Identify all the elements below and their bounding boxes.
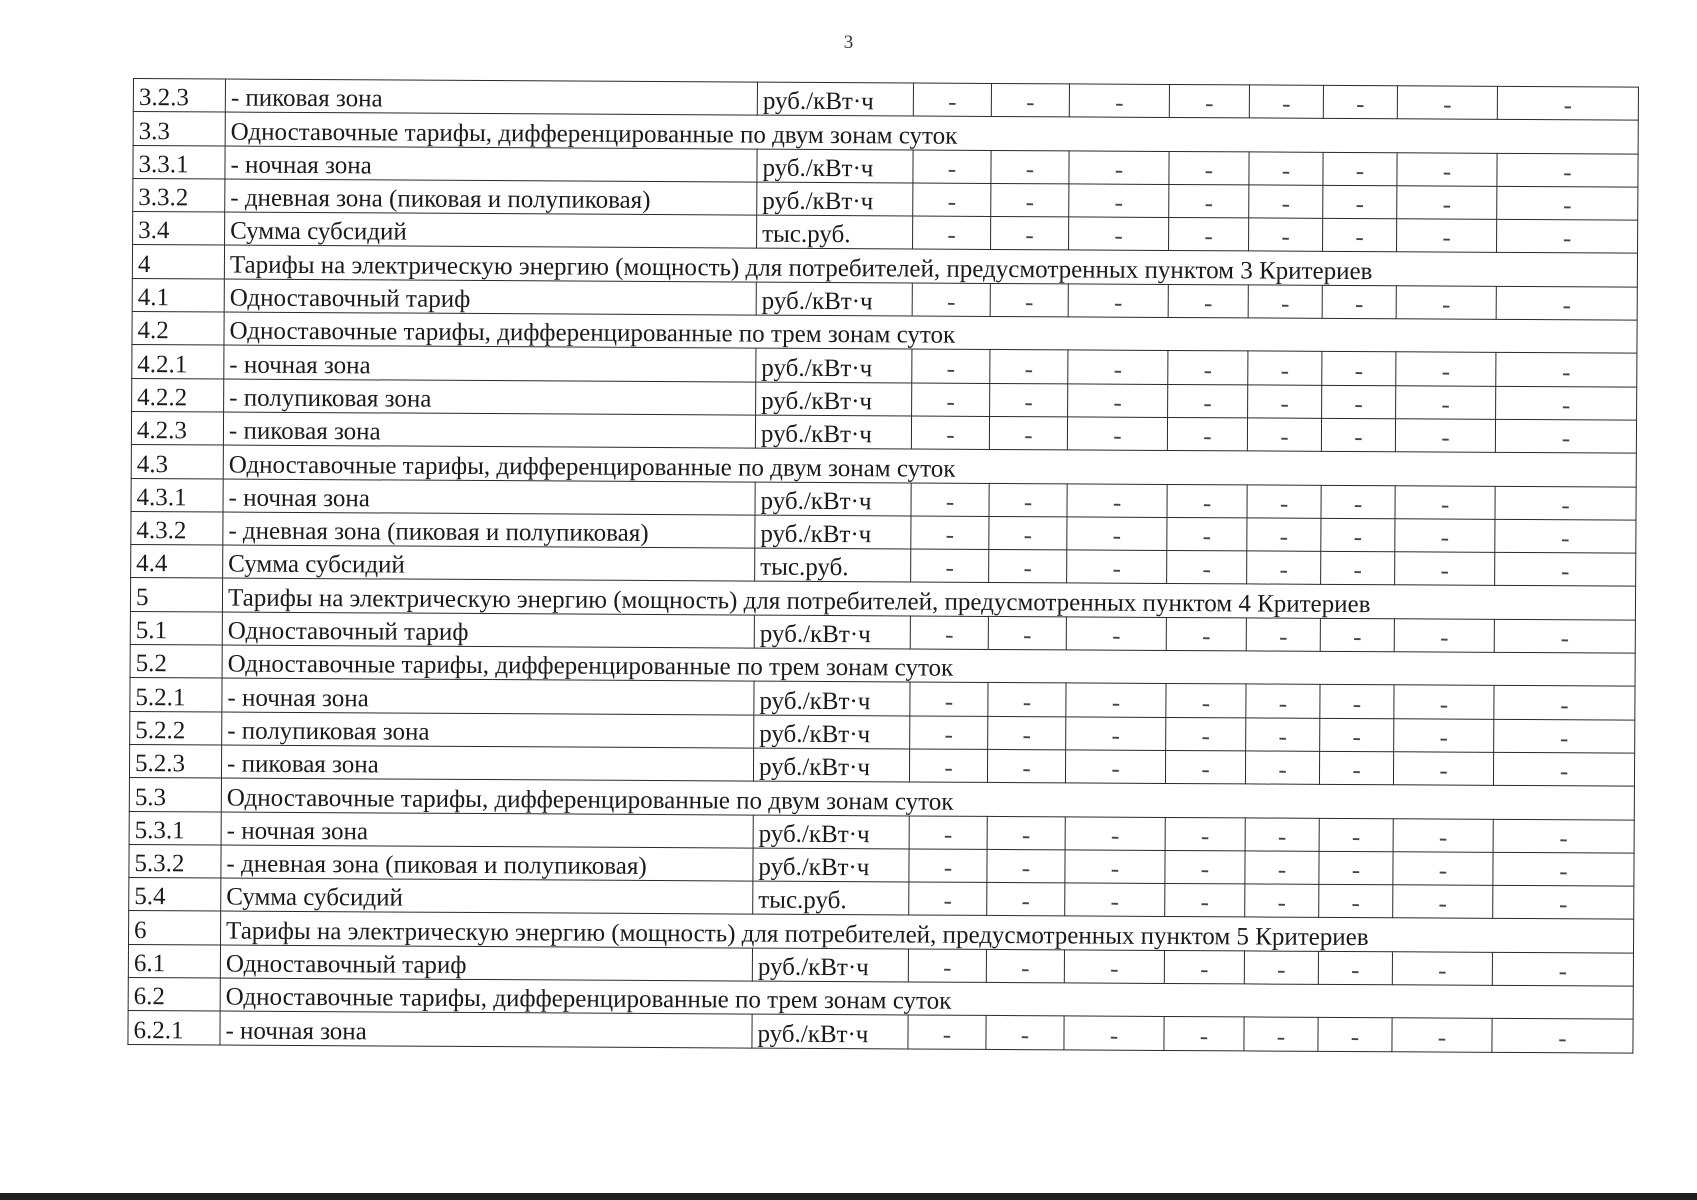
value-cell: - — [1318, 1018, 1392, 1052]
value-cell: - — [1323, 85, 1397, 119]
row-number: 4.3.2 — [131, 511, 223, 545]
row-number: 4.2 — [132, 312, 224, 346]
value-cell: - — [1244, 951, 1318, 985]
value-cell: - — [1066, 617, 1166, 651]
row-unit: руб./кВт·ч — [753, 748, 909, 782]
value-cell: - — [1495, 486, 1636, 520]
value-cell: - — [1319, 751, 1393, 785]
value-cell: - — [1164, 1017, 1244, 1051]
value-cell: - — [1320, 685, 1394, 719]
value-cell: - — [1322, 352, 1396, 386]
value-cell: - — [1321, 552, 1395, 586]
value-cell: - — [1249, 185, 1323, 219]
value-cell: - — [1068, 350, 1168, 384]
value-cell: - — [986, 1016, 1064, 1050]
value-cell: - — [1495, 419, 1636, 453]
value-cell: - — [1168, 384, 1248, 418]
tariff-table-container — [127, 78, 1638, 1053]
value-cell: - — [908, 949, 986, 983]
value-cell: - — [1068, 384, 1168, 418]
value-cell: - — [1394, 718, 1494, 752]
value-cell: - — [988, 683, 1066, 717]
value-cell: - — [1165, 817, 1245, 851]
row-number: 3.3.2 — [133, 178, 225, 212]
value-cell: - — [1246, 618, 1320, 652]
row-number: 5.4 — [129, 878, 221, 912]
value-cell: - — [1319, 851, 1393, 885]
value-cell: - — [1496, 386, 1637, 420]
value-cell: - — [1319, 884, 1393, 918]
value-cell: - — [988, 716, 1066, 750]
row-unit: руб./кВт·ч — [754, 715, 910, 749]
value-cell: - — [1245, 817, 1319, 851]
value-cell: - — [913, 216, 991, 250]
value-cell: - — [1492, 1019, 1633, 1053]
value-cell: - — [1069, 217, 1169, 251]
row-number: 5.2.2 — [130, 711, 222, 745]
value-cell: - — [1496, 353, 1637, 387]
value-cell: - — [1495, 553, 1636, 587]
row-unit: руб./кВт·ч — [756, 282, 912, 316]
value-cell: - — [1397, 86, 1497, 120]
row-name: - ночная зона — [222, 678, 754, 714]
value-cell: - — [1244, 1017, 1318, 1051]
row-unit: руб./кВт·ч — [753, 815, 909, 849]
value-cell: - — [1320, 718, 1394, 752]
value-cell: - — [1247, 418, 1321, 452]
value-cell: - — [1323, 152, 1397, 186]
value-cell: - — [910, 616, 988, 650]
value-cell: - — [989, 416, 1067, 450]
row-number: 3.3 — [133, 112, 225, 146]
row-unit: руб./кВт·ч — [754, 615, 910, 649]
value-cell: - — [1064, 950, 1164, 984]
value-cell: - — [1497, 153, 1638, 187]
value-cell: - — [1067, 517, 1167, 551]
value-cell: - — [1248, 285, 1322, 319]
row-unit: тыс.руб. — [755, 548, 911, 582]
section-title: Одноставочные тарифы, дифференцированные по трем зонам суток — [220, 978, 1633, 1019]
value-cell: - — [1395, 519, 1495, 553]
value-cell: - — [1164, 950, 1244, 984]
value-cell: - — [1167, 417, 1247, 451]
value-cell: - — [1493, 885, 1634, 919]
row-number: 3.4 — [133, 212, 225, 246]
value-cell: - — [911, 416, 989, 450]
row-number: 4.1 — [132, 278, 224, 312]
value-cell: - — [986, 949, 1064, 983]
value-cell: - — [1493, 752, 1634, 786]
value-cell: - — [1494, 719, 1635, 753]
row-number: 5.2.1 — [130, 678, 222, 712]
value-cell: - — [1323, 219, 1397, 253]
row-number: 5.1 — [130, 611, 222, 645]
row-unit: руб./кВт·ч — [755, 482, 911, 516]
row-number: 5.3 — [129, 778, 221, 812]
value-cell: - — [1318, 951, 1392, 985]
value-cell: - — [1069, 184, 1169, 218]
row-unit: руб./кВт·ч — [757, 149, 913, 183]
row-unit: руб./кВт·ч — [752, 948, 908, 982]
value-cell: - — [912, 283, 990, 317]
section-title: Одноставочные тарифы, дифференцированные по трем зонам суток — [222, 645, 1635, 686]
value-cell: - — [1492, 952, 1633, 986]
value-cell: - — [1392, 951, 1492, 985]
value-cell: - — [1065, 850, 1165, 884]
value-cell: - — [987, 749, 1065, 783]
value-cell: - — [1169, 151, 1249, 185]
value-cell: - — [987, 816, 1065, 850]
value-cell: - — [1065, 883, 1165, 917]
row-number: 6.2 — [128, 978, 220, 1012]
value-cell: - — [1168, 284, 1248, 318]
value-cell: - — [991, 183, 1069, 217]
row-name: - ночная зона — [224, 345, 756, 381]
value-cell: - — [1397, 186, 1497, 220]
value-cell: - — [1396, 352, 1496, 386]
value-cell: - — [911, 483, 989, 517]
value-cell: - — [1497, 86, 1638, 120]
value-cell: - — [1496, 286, 1637, 320]
value-cell: - — [1167, 484, 1247, 518]
value-cell: - — [1321, 518, 1395, 552]
value-cell: - — [1249, 218, 1323, 252]
value-cell: - — [1396, 286, 1496, 320]
row-unit: тыс.руб. — [757, 215, 913, 249]
value-cell: - — [990, 283, 1068, 317]
value-cell: - — [910, 716, 988, 750]
value-cell: - — [908, 1015, 986, 1049]
value-cell: - — [1169, 218, 1249, 252]
value-cell: - — [987, 849, 1065, 883]
value-cell: - — [1067, 417, 1167, 451]
value-cell: - — [1169, 84, 1249, 118]
value-cell: - — [1168, 351, 1248, 385]
row-name: - пиковая зона — [225, 79, 757, 115]
value-cell: - — [987, 883, 1065, 917]
row-unit: руб./кВт·ч — [756, 382, 912, 416]
row-number: 6 — [129, 911, 221, 945]
value-cell: - — [1394, 685, 1494, 719]
row-name: - дневная зона (пиковая и полупиковая) — [225, 179, 757, 215]
section-title: Тарифы на электрическую энергию (мощность) для потребителей, предусмотренных пунктом 5 Критериев — [221, 911, 1634, 952]
row-number: 6.2.1 — [128, 1011, 220, 1045]
row-number: 4.2.3 — [131, 411, 223, 445]
value-cell: - — [1395, 485, 1495, 519]
value-cell: - — [1069, 84, 1169, 118]
value-cell: - — [912, 383, 990, 417]
row-number: 4.2.2 — [132, 378, 224, 412]
value-cell: - — [1247, 551, 1321, 585]
row-number: 5.3.2 — [129, 844, 221, 878]
tariff-table — [127, 78, 1639, 1053]
value-cell: - — [1069, 150, 1169, 184]
value-cell: - — [1493, 852, 1634, 886]
value-cell: - — [1321, 418, 1395, 452]
scan-bottom-edge — [0, 1193, 1697, 1200]
row-number: 4.2.1 — [132, 345, 224, 379]
row-unit: руб./кВт·ч — [757, 182, 913, 216]
value-cell: - — [1166, 717, 1246, 751]
value-cell: - — [1167, 551, 1247, 585]
value-cell: - — [911, 549, 989, 583]
section-title: Тарифы на электрическую энергию (мощность) для потребителей, предусмотренных пунктом 3 Критериев — [224, 246, 1637, 287]
row-number: 4.3.1 — [131, 478, 223, 512]
row-name: Сумма субсидий — [223, 545, 755, 581]
value-cell: - — [991, 217, 1069, 251]
value-cell: - — [1397, 152, 1497, 186]
row-name: - ночная зона — [225, 146, 757, 182]
row-name: - дневная зона (пиковая и полупиковая) — [221, 845, 753, 881]
value-cell: - — [1395, 552, 1495, 586]
row-name: - ночная зона — [220, 1011, 752, 1047]
value-cell: - — [1249, 152, 1323, 186]
value-cell: - — [911, 516, 989, 550]
row-number: 4.4 — [131, 545, 223, 579]
value-cell: - — [1323, 185, 1397, 219]
row-number: 5 — [130, 578, 222, 612]
value-cell: - — [991, 83, 1069, 117]
value-cell: - — [1319, 818, 1393, 852]
value-cell: - — [1065, 750, 1165, 784]
row-name: Сумма субсидий — [221, 878, 753, 914]
row-name: - дневная зона (пиковая и полупиковая) — [223, 512, 755, 548]
value-cell: - — [1248, 385, 1322, 419]
value-cell: - — [988, 616, 1066, 650]
value-cell: - — [1494, 686, 1635, 720]
value-cell: - — [1247, 518, 1321, 552]
value-cell: - — [910, 682, 988, 716]
section-title: Одноставочные тарифы, дифференцированные по трем зонам суток — [224, 312, 1637, 353]
value-cell: - — [913, 183, 991, 217]
value-cell: - — [1393, 885, 1493, 919]
value-cell: - — [1169, 184, 1249, 218]
row-number: 3.2.3 — [133, 79, 225, 113]
value-cell: - — [1067, 550, 1167, 584]
row-number: 4.3 — [131, 445, 223, 479]
value-cell: - — [1321, 485, 1395, 519]
value-cell: - — [1494, 619, 1635, 653]
section-title: Одноставочные тарифы, дифференцированные по двум зонам суток — [225, 112, 1638, 153]
value-cell: - — [1394, 619, 1494, 653]
value-cell: - — [1248, 351, 1322, 385]
value-cell: - — [1165, 850, 1245, 884]
row-unit: руб./кВт·ч — [755, 415, 911, 449]
value-cell: - — [909, 816, 987, 850]
value-cell: - — [1497, 186, 1638, 220]
value-cell: - — [1066, 717, 1166, 751]
row-unit: тыс.руб. — [753, 881, 909, 915]
value-cell: - — [1065, 816, 1165, 850]
row-name: - пиковая зона — [223, 412, 755, 448]
value-cell: - — [1495, 519, 1636, 553]
section-title: Одноставочные тарифы, дифференцированные по двум зонам суток — [221, 778, 1634, 819]
value-cell: - — [1393, 752, 1493, 786]
value-cell: - — [913, 150, 991, 184]
value-cell: - — [1247, 484, 1321, 518]
value-cell: - — [1167, 517, 1247, 551]
row-name: - полупиковая зона — [222, 712, 754, 748]
value-cell: - — [1493, 819, 1634, 853]
value-cell: - — [1395, 419, 1495, 453]
row-number: 5.3.1 — [129, 811, 221, 845]
value-cell: - — [1497, 220, 1638, 254]
value-cell: - — [912, 349, 990, 383]
row-name: - пиковая зона — [221, 745, 753, 781]
value-cell: - — [1064, 1016, 1164, 1050]
row-name: Одноставочный тариф — [222, 612, 754, 648]
value-cell: - — [1322, 385, 1396, 419]
row-number: 6.1 — [128, 944, 220, 978]
value-cell: - — [1397, 219, 1497, 253]
value-cell: - — [991, 150, 1069, 184]
value-cell: - — [1165, 750, 1245, 784]
value-cell: - — [1066, 683, 1166, 717]
row-name: - полупиковая зона — [224, 379, 756, 415]
row-unit: руб./кВт·ч — [754, 681, 910, 715]
row-number: 3.3.1 — [133, 145, 225, 179]
row-name: Сумма субсидий — [225, 212, 757, 248]
value-cell: - — [1246, 718, 1320, 752]
section-title: Тарифы на электрическую энергию (мощность) для потребителей, предусмотренных пунктом 4 Критериев — [222, 578, 1635, 619]
value-cell: - — [1165, 884, 1245, 918]
value-cell: - — [1245, 851, 1319, 885]
value-cell: - — [913, 83, 991, 117]
value-cell: - — [1246, 684, 1320, 718]
value-cell: - — [1166, 617, 1246, 651]
row-unit: руб./кВт·ч — [753, 848, 909, 882]
section-title: Одноставочные тарифы, дифференцированные по двум зонам суток — [223, 445, 1636, 486]
row-number: 5.2 — [130, 645, 222, 679]
row-unit: руб./кВт·ч — [752, 1014, 908, 1048]
value-cell: - — [1067, 483, 1167, 517]
value-cell: - — [989, 550, 1067, 584]
row-name: Одноставочный тариф — [220, 945, 752, 981]
value-cell: - — [909, 882, 987, 916]
value-cell: - — [1245, 884, 1319, 918]
value-cell: - — [1393, 818, 1493, 852]
tariff-table-body — [128, 79, 1639, 1053]
value-cell: - — [1245, 751, 1319, 785]
value-cell: - — [990, 350, 1068, 384]
row-name: - ночная зона — [221, 812, 753, 848]
value-cell: - — [1392, 1018, 1492, 1052]
value-cell: - — [1068, 284, 1168, 318]
row-number: 5.2.3 — [129, 744, 221, 778]
value-cell: - — [1322, 285, 1396, 319]
value-cell: - — [1320, 618, 1394, 652]
row-name: Одноставочный тариф — [224, 279, 756, 315]
row-name: - ночная зона — [223, 479, 755, 515]
row-number: 4 — [132, 245, 224, 279]
value-cell: - — [1166, 684, 1246, 718]
value-cell: - — [1393, 852, 1493, 886]
value-cell: - — [1396, 385, 1496, 419]
value-cell: - — [989, 483, 1067, 517]
row-unit: руб./кВт·ч — [756, 348, 912, 382]
value-cell: - — [1249, 85, 1323, 119]
row-unit: руб./кВт·ч — [755, 515, 911, 549]
value-cell: - — [909, 849, 987, 883]
value-cell: - — [909, 749, 987, 783]
page-number: 3 — [843, 32, 854, 53]
value-cell: - — [989, 516, 1067, 550]
value-cell: - — [990, 383, 1068, 417]
row-unit: руб./кВт·ч — [757, 82, 913, 116]
